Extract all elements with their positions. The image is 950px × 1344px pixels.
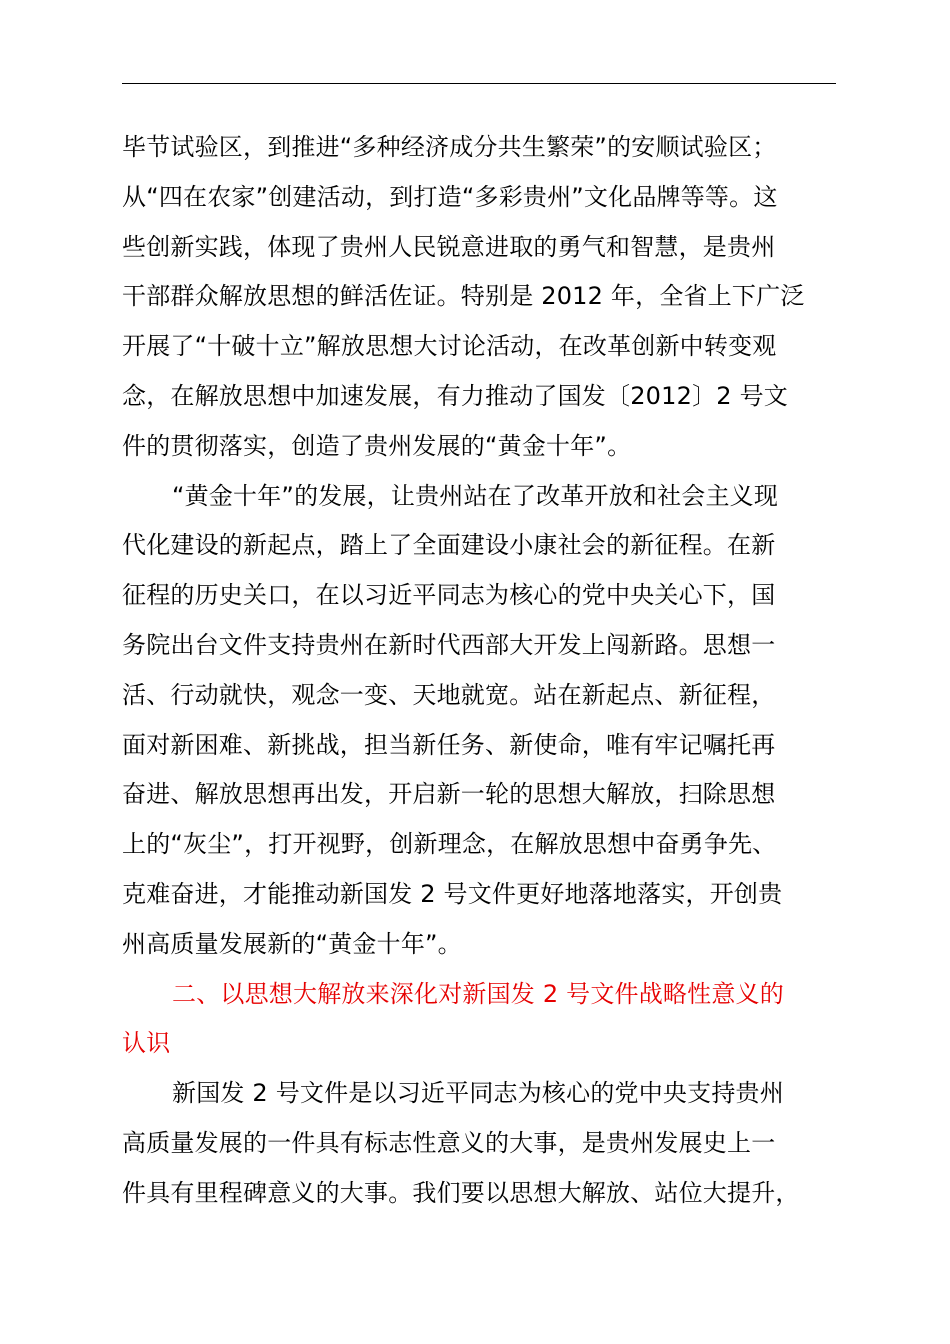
body-line: 奋进、解放思想再出发，开启新一轮的思想大解放，扫除思想 [122, 780, 776, 809]
body-line: 件具有里程碑意义的大事。我们要以思想大解放、站位大提升， [122, 1178, 800, 1207]
body-line: 克难奋进，才能推动新国发 2 号文件更好地落地落实，开创贵 [122, 879, 783, 908]
body-line: 务院出台文件支持贵州在新时代西部大开发上闯新路。思想一 [122, 630, 776, 659]
paragraph-start-line: 新国发 2 号文件是以习近平同志为核心的党中央支持贵州 [172, 1079, 784, 1108]
body-line: 从“四在农家”创建活动，到打造“多彩贵州”文化品牌等等。这 [122, 182, 778, 211]
body-line: 征程的历史关口，在以习近平同志为核心的党中央关心下，国 [122, 581, 776, 610]
document-body [122, 127, 842, 1223]
section-heading: 二、以思想大解放来深化对新国发 2 号文件战略性意义的 [172, 979, 784, 1008]
body-line: 上的“灰尘”，打开视野，创新理念，在解放思想中奋勇争先、 [122, 830, 777, 859]
body-line: 代化建设的新起点，踏上了全面建设小康社会的新征程。在新 [122, 531, 776, 560]
paragraph-start-line: “黄金十年”的发展，让贵州站在了改革开放和社会主义现 [172, 481, 779, 510]
section-heading-continued: 认识 [122, 1029, 171, 1058]
body-line: 毕节试验区，到推进“多种经济成分共生繁荣”的安顺试验区； [122, 133, 777, 161]
body-line: 活、行动就快，观念一变、天地就宽。站在新起点、新征程， [122, 680, 776, 709]
body-line: 件的贯彻落实，创造了贵州发展的“黄金十年”。 [122, 431, 632, 460]
body-line: 些创新实践，体现了贵州人民锐意进取的勇气和智慧，是贵州 [122, 232, 776, 261]
body-line: 开展了“十破十立”解放思想大讨论活动，在改革创新中转变观 [122, 332, 777, 361]
body-line: 面对新困难、新挑战，担当新任务、新使命，唯有牢记嘱托再 [122, 730, 776, 759]
body-line: 干部群众解放思想的鲜活佐证。特别是 2012 年，全省上下广泛 [122, 282, 805, 311]
header-rule [122, 83, 836, 84]
body-line: 高质量发展的一件具有标志性意义的大事，是贵州发展史上一 [122, 1128, 776, 1157]
body-line: 念，在解放思想中加速发展，有力推动了国发〔2012〕2 号文 [122, 381, 788, 410]
body-line: 州高质量发展新的“黄金十年”。 [122, 929, 462, 958]
